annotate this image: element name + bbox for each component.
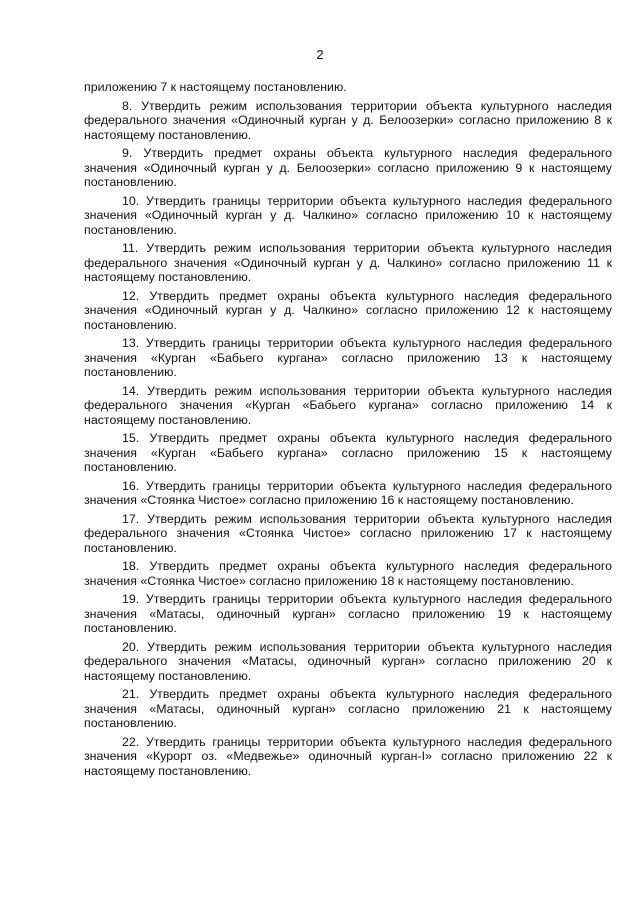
paragraph-text: Утвердить режим использования территории объекта культурного наследия федерального значения «Курган «Бабьего кургана» согласно приложению 14 к настоящему постановлению.	[84, 383, 612, 427]
paragraph-number: 15.	[122, 431, 140, 445]
paragraph-number: 11.	[122, 241, 139, 255]
paragraph-number: 19.	[122, 592, 140, 606]
paragraph-text: Утвердить режим использования территории объекта культурного наследия федерального значения «Матасы, одиночный курган» согласно приложению 20 к настоящему постановлению.	[84, 639, 612, 683]
paragraph-text: Утвердить границы территории объекта культурного наследия федерального значения «Матасы, одиночный курган» согласно приложению 19 к настоящему постановлению.	[84, 592, 612, 635]
paragraph-number: 17.	[122, 511, 140, 526]
paragraph-text: Утвердить предмет охраны объекта культурного наследия федерального значения «Одиночный курган у д. Белоозерки» согласно приложению 9 к настоящему постановлению.	[84, 146, 613, 189]
numbered-paragraph	[84, 146, 612, 190]
paragraph-number: 13.	[122, 336, 140, 350]
document-body	[84, 80, 612, 782]
numbered-paragraph	[84, 559, 612, 588]
page-number: 2	[316, 47, 324, 62]
paragraph-number: 10.	[122, 193, 140, 208]
paragraph-text: Утвердить предмет охраны объекта культурного наследия федерального значения «Стоянка Чистое» согласно приложению 18 к настоящему постановлению.	[84, 559, 613, 588]
numbered-paragraph	[84, 592, 612, 636]
paragraph-text: Утвердить предмет охраны объекта культурного наследия федерального значения «Матасы, одиночный курган» согласно приложению 21 к настоящему постановлению.	[84, 687, 613, 730]
paragraph-text: Утвердить границы территории объекта культурного наследия федерального значения «Стоянка Чистое» согласно приложению 16 к настоящему постановлению.	[84, 478, 612, 507]
paragraph-text: Утвердить границы территории объекта культурного наследия федерального значения «Курган «Бабьего кургана» согласно приложению 13 к настоящему постановлению.	[84, 336, 612, 379]
paragraph-text: Утвердить режим использования территории объекта культурного наследия федерального значения «Одиночный курган у д. Чалкино» согласно приложению 11 к настоящему постановлению.	[84, 241, 612, 284]
paragraph-text: Утвердить границы территории объекта культурного наследия федерального значения «Курорт оз. «Медвежье» одиночный курган-I» согласно приложению 22 к настоящему постановлению.	[84, 734, 612, 778]
paragraph-text: Утвердить предмет охраны объекта культурного наследия федерального значения «Курган «Бабьего кургана» согласно приложению 15 к настоящему постановлению.	[84, 431, 613, 474]
lead-paragraph: приложению 7 к настоящему постановлению.	[84, 80, 347, 94]
numbered-paragraph	[84, 735, 612, 779]
numbered-paragraph	[84, 687, 612, 731]
paragraph-text: Утвердить режим использования территории объекта культурного наследия федерального значения «Стоянка Чистое» согласно приложению 17 к настоящему постановлению.	[84, 511, 612, 555]
paragraph-text: Утвердить границы территории объекта культурного наследия федерального значения «Одиночный курган у д. Чалкино» согласно приложению 10 к настоящему постановлению.	[84, 193, 612, 237]
paragraph-number: 16.	[122, 478, 140, 493]
numbered-paragraph	[84, 479, 612, 508]
paragraph-number: 12.	[122, 288, 140, 303]
numbered-paragraph	[84, 640, 612, 684]
numbered-paragraph	[84, 431, 612, 475]
paragraph-number: 20.	[122, 639, 140, 654]
numbered-paragraph	[84, 99, 612, 143]
paragraph-number: 22.	[122, 734, 140, 749]
paragraph-text: Утвердить режим использования территории объекта культурного наследия федерального значения «Одиночный курган у д. Белоозерки» согласно приложению 8 к настоящему постановлению.	[84, 98, 612, 142]
numbered-paragraph	[84, 194, 612, 238]
paragraph-number: 21.	[122, 687, 140, 701]
numbered-paragraph	[84, 384, 612, 428]
paragraph-number: 8.	[122, 98, 133, 113]
paragraph-text: Утвердить предмет охраны объекта культурного наследия федерального значения «Одиночный курган у д. Чалкино» согласно приложению 12 к настоящему постановлению.	[84, 288, 613, 332]
numbered-paragraph	[84, 512, 612, 556]
paragraph-list	[84, 99, 612, 779]
numbered-paragraph	[84, 289, 612, 333]
numbered-paragraph	[84, 336, 612, 380]
paragraph-number: 9.	[122, 146, 133, 160]
paragraph-number: 14.	[122, 383, 140, 398]
numbered-paragraph	[84, 241, 612, 285]
paragraph-number: 18.	[122, 559, 140, 573]
